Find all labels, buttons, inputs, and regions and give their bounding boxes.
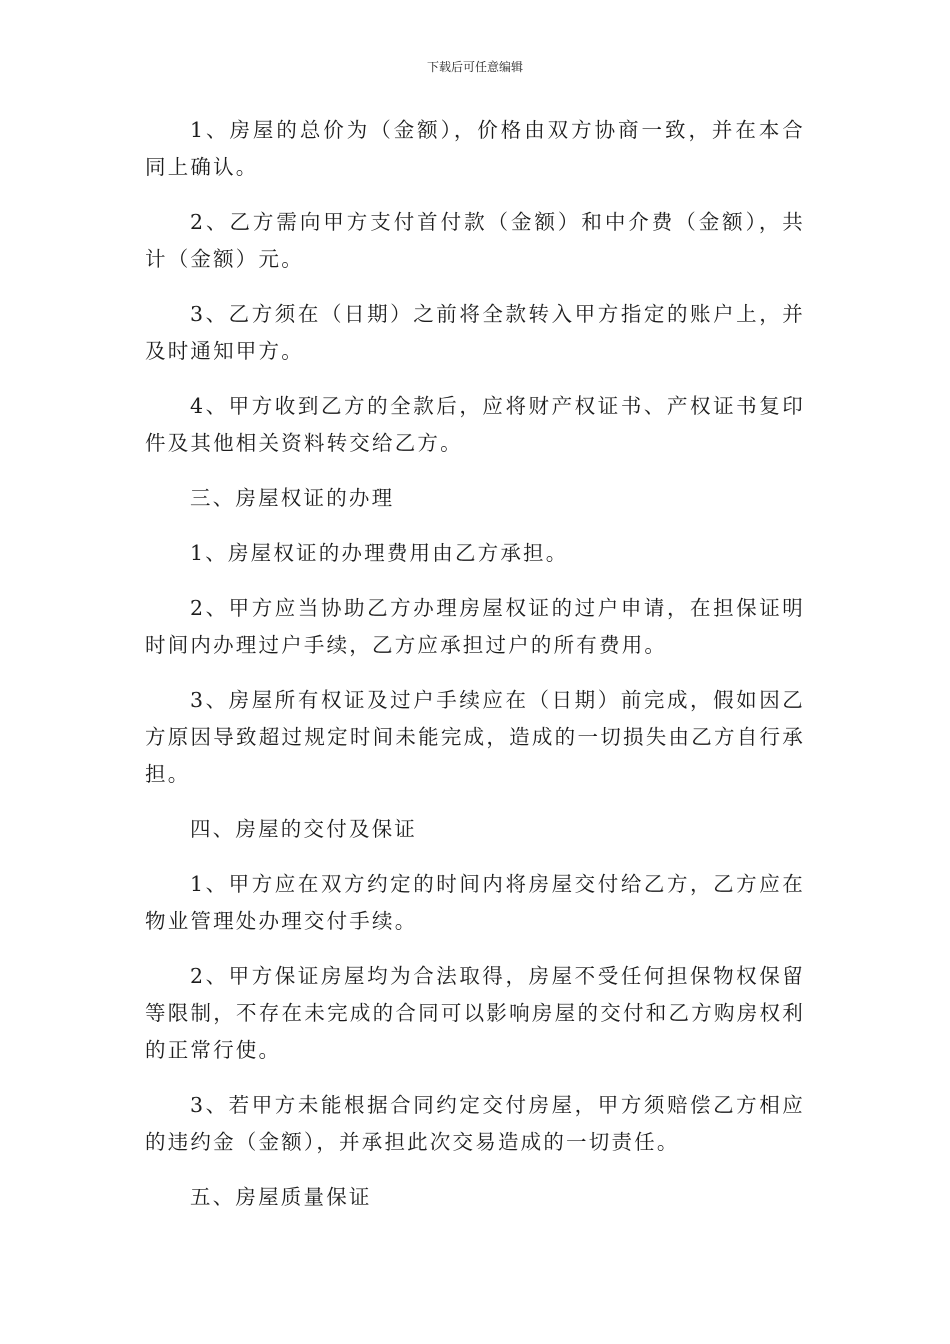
page-header: 下载后可任意编辑 (426, 60, 523, 74)
clause-certificate-fees: 1、房屋权证的办理费用由乙方承担。 (190, 541, 569, 565)
document-body (145, 112, 805, 1216)
clause-delivery-time: 1、甲方应在双方约定的时间内将房屋交付给乙方，乙方应在物业管理处办理交付手续。 (145, 872, 805, 933)
section-heading-title-certificate: 三、房屋权证的办理 (190, 486, 395, 510)
clause-transfer-assistance: 2、甲方应当协助乙方办理房屋权证的过户申请，在担保证明时间内办理过户手续，乙方应承担过户的所有费用。 (145, 596, 805, 657)
clause-breach-penalty: 3、若甲方未能根据合同约定交付房屋，甲方须赔偿乙方相应的违约金（金额），并承担此次交易造成的一切责任。 (145, 1093, 805, 1154)
section-heading-delivery: 四、房屋的交付及保证 (190, 817, 417, 841)
clause-down-payment: 2、乙方需向甲方支付首付款（金额）和中介费（金额），共计（金额）元。 (145, 210, 805, 271)
clause-transfer-completion: 3、房屋所有权证及过户手续应在（日期）前完成，假如因乙方原因导致超过规定时间未能完成，造成的一切损失由乙方自行承担。 (145, 688, 805, 786)
clause-legal-guarantee: 2、甲方保证房屋均为合法取得，房屋不受任何担保物权保留等限制，不存在未完成的合同可以影响房屋的交付和乙方购房权利的正常行使。 (145, 964, 805, 1062)
clause-price: 1、房屋的总价为（金额），价格由双方协商一致，并在本合同上确认。 (145, 118, 805, 179)
clause-transfer-deadline: 3、乙方须在（日期）之前将全款转入甲方指定的账户上，并及时通知甲方。 (145, 302, 805, 363)
section-heading-quality: 五、房屋质量保证 (190, 1185, 372, 1209)
clause-handover-documents: 4、甲方收到乙方的全款后，应将财产权证书、产权证书复印件及其他相关资料转交给乙方。 (145, 394, 805, 455)
